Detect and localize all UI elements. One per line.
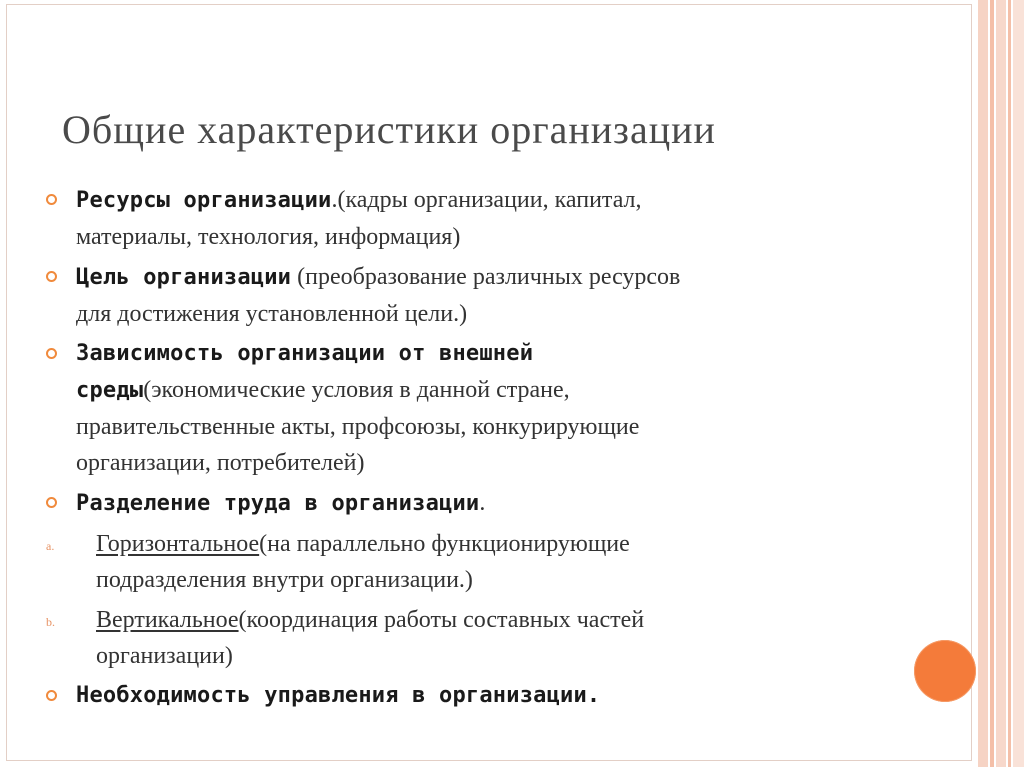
list-item-horizontal (40, 526, 900, 598)
bullet-icon (46, 690, 57, 701)
item-text: организации) (96, 643, 233, 669)
item-heading: Цель организации (76, 265, 292, 290)
item-text: (экономические условия в данной стране, (143, 377, 570, 403)
decor-stripe (1013, 0, 1024, 767)
item-text: подразделения внутри организации.) (96, 567, 473, 593)
list-marker: b. (46, 615, 55, 629)
item-term: Вертикальное (96, 607, 239, 633)
list-line (96, 526, 900, 562)
decor-stripe (1008, 0, 1011, 767)
item-heading: Зависимость организации от внешней (76, 341, 534, 366)
item-heading: Ресурсы организации (76, 188, 332, 213)
list-item-resources (40, 182, 900, 255)
list-line (76, 485, 900, 522)
item-text: правительственные акты, профсоюзы, конкурирующие (76, 414, 640, 440)
item-heading: среды (76, 378, 144, 403)
decor-stripe (996, 0, 1006, 767)
item-text: организации, потребителей) (76, 450, 365, 476)
list-line (76, 259, 900, 296)
bullet-icon (46, 271, 57, 282)
item-text: для достижения установленной цели.) (76, 301, 468, 327)
item-heading: Разделение труда в организации (76, 491, 480, 516)
list-line (76, 372, 900, 409)
list-item-management (40, 678, 900, 714)
item-text: . (479, 490, 486, 516)
orange-circle-decoration (914, 640, 976, 702)
list-line (96, 602, 900, 638)
list-item-goal (40, 259, 900, 332)
item-text: .(кадры организации, капитал, (331, 187, 642, 213)
bullet-icon (46, 348, 57, 359)
item-text: (преобразование различных ресурсов (291, 264, 681, 290)
list-line (76, 182, 900, 219)
list-item-vertical (40, 602, 900, 674)
list-marker: a. (46, 539, 55, 553)
item-text: (координация работы составных частей (238, 607, 645, 633)
item-text: материалы, технология, информация) (76, 224, 461, 250)
decor-stripe (990, 0, 994, 767)
bullet-icon (46, 497, 57, 508)
item-text: (на параллельно функционирующие (259, 531, 630, 557)
slide-content (40, 182, 900, 718)
list-item-division-of-labor (40, 485, 900, 522)
list-item-environment (40, 336, 900, 481)
bullet-icon (46, 194, 57, 205)
decor-stripe (978, 0, 988, 767)
slide-title: Общие характеристики организации (62, 107, 716, 152)
item-term: Горизонтальное (96, 531, 260, 557)
item-heading: Необходимость управления в организации. (76, 683, 601, 708)
